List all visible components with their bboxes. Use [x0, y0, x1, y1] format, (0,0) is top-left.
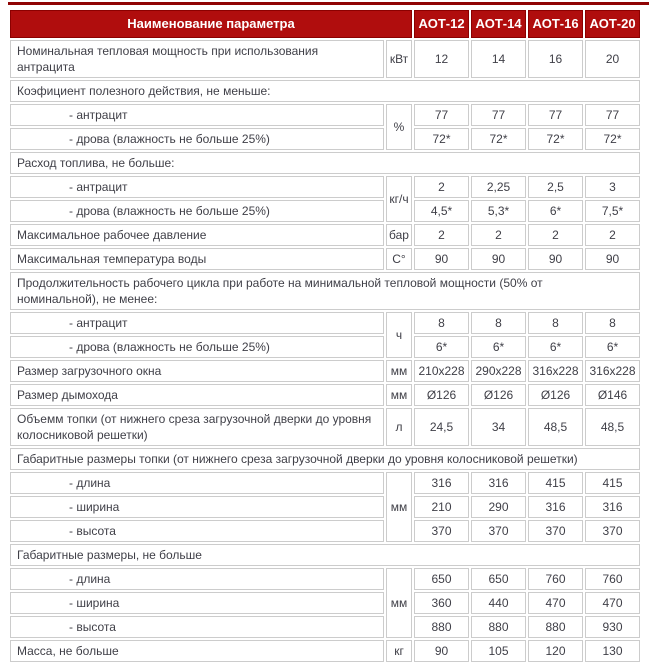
- table-header-row: [10, 10, 640, 38]
- value-cell: 6*: [471, 336, 526, 358]
- param-label: Размер загрузочного окна: [10, 360, 384, 382]
- value-cell: 8: [471, 312, 526, 334]
- unit-cell: бар: [386, 224, 412, 246]
- value-cell: 130: [585, 640, 640, 662]
- value-cell: 8: [528, 312, 583, 334]
- table-row: [10, 128, 640, 150]
- unit-cell: мм: [386, 568, 412, 638]
- table-row: [10, 336, 640, 358]
- value-cell: 316: [471, 472, 526, 494]
- table-row: [10, 176, 640, 198]
- unit-cell: мм: [386, 360, 412, 382]
- param-label: - антрацит: [10, 312, 384, 334]
- param-label: Максимальная температура воды: [10, 248, 384, 270]
- value-cell: 90: [528, 248, 583, 270]
- table-row: [10, 384, 640, 406]
- table-row: [10, 640, 640, 662]
- value-cell: 77: [528, 104, 583, 126]
- value-cell: 90: [471, 248, 526, 270]
- table-row: [10, 104, 640, 126]
- section-label: Габаритные размеры топки (от нижнего среза загрузочной дверки до уровня колосниковой решетки): [10, 448, 640, 470]
- table-row: [10, 568, 640, 590]
- model-column-header-aot12: АОТ-12: [414, 10, 469, 38]
- value-cell: 2: [471, 224, 526, 246]
- value-cell: 72*: [471, 128, 526, 150]
- value-cell: 880: [471, 616, 526, 638]
- top-divider-line: [8, 2, 649, 5]
- value-cell: Ø126: [471, 384, 526, 406]
- value-cell: 6*: [528, 200, 583, 222]
- value-cell: 8: [585, 312, 640, 334]
- param-label: - ширина: [10, 592, 384, 614]
- param-label: - ширина: [10, 496, 384, 518]
- section-label: Расход топлива, не больше:: [10, 152, 640, 174]
- value-cell: 5,3*: [471, 200, 526, 222]
- value-cell: 34: [471, 408, 526, 446]
- value-cell: 90: [414, 640, 469, 662]
- value-cell: 6*: [414, 336, 469, 358]
- value-cell: 14: [471, 40, 526, 78]
- param-label: - дрова (влажность не больше 25%): [10, 336, 384, 358]
- value-cell: 105: [471, 640, 526, 662]
- table-row: [10, 200, 640, 222]
- value-cell: 470: [585, 592, 640, 614]
- unit-cell: кВт: [386, 40, 412, 78]
- section-label: Коэфициент полезного действия, не меньше:: [10, 80, 640, 102]
- value-cell: 210х228: [414, 360, 469, 382]
- value-cell: 77: [471, 104, 526, 126]
- param-label: - длина: [10, 568, 384, 590]
- value-cell: 6*: [528, 336, 583, 358]
- value-cell: 760: [585, 568, 640, 590]
- value-cell: 4,5*: [414, 200, 469, 222]
- value-cell: 6*: [585, 336, 640, 358]
- value-cell: 930: [585, 616, 640, 638]
- value-cell: 8: [414, 312, 469, 334]
- value-cell: 2: [414, 176, 469, 198]
- value-cell: 316: [414, 472, 469, 494]
- unit-cell: мм: [386, 472, 412, 542]
- param-label: - антрацит: [10, 176, 384, 198]
- unit-cell: мм: [386, 384, 412, 406]
- value-cell: 120: [528, 640, 583, 662]
- table-row: [10, 408, 640, 446]
- model-column-header-aot16: АОТ-16: [528, 10, 583, 38]
- value-cell: 360: [414, 592, 469, 614]
- unit-cell: ч: [386, 312, 412, 358]
- value-cell: 290: [471, 496, 526, 518]
- value-cell: 90: [414, 248, 469, 270]
- table-row: [10, 592, 640, 614]
- value-cell: 316х228: [528, 360, 583, 382]
- value-cell: 20: [585, 40, 640, 78]
- value-cell: 72*: [585, 128, 640, 150]
- table-row: [10, 360, 640, 382]
- table-row: [10, 40, 640, 78]
- value-cell: 7,5*: [585, 200, 640, 222]
- table-row: [10, 520, 640, 542]
- value-cell: 2,25: [471, 176, 526, 198]
- model-column-header-aot14: АОТ-14: [471, 10, 526, 38]
- value-cell: 72*: [414, 128, 469, 150]
- value-cell: 650: [414, 568, 469, 590]
- table-row: [10, 472, 640, 494]
- section-row: [10, 544, 640, 566]
- spec-table-body: [10, 40, 640, 662]
- value-cell: 316: [528, 496, 583, 518]
- value-cell: 415: [528, 472, 583, 494]
- value-cell: 2: [585, 224, 640, 246]
- param-label: Объемм топки (от нижнего среза загрузочной дверки до уровня колосниковой решетки): [10, 408, 384, 446]
- param-label: Номинальная тепловая мощность при использования антрацита: [10, 40, 384, 78]
- section-row: [10, 152, 640, 174]
- value-cell: 370: [585, 520, 640, 542]
- value-cell: 470: [528, 592, 583, 614]
- value-cell: 316: [585, 496, 640, 518]
- value-cell: 210: [414, 496, 469, 518]
- param-label: - высота: [10, 520, 384, 542]
- value-cell: 760: [528, 568, 583, 590]
- table-row: [10, 312, 640, 334]
- value-cell: 650: [471, 568, 526, 590]
- value-cell: 370: [471, 520, 526, 542]
- value-cell: 880: [414, 616, 469, 638]
- unit-cell: кг: [386, 640, 412, 662]
- table-row: [10, 224, 640, 246]
- param-label: - дрова (влажность не больше 25%): [10, 128, 384, 150]
- value-cell: 16: [528, 40, 583, 78]
- value-cell: 77: [585, 104, 640, 126]
- value-cell: 77: [414, 104, 469, 126]
- value-cell: Ø126: [414, 384, 469, 406]
- value-cell: 290х228: [471, 360, 526, 382]
- value-cell: Ø126: [528, 384, 583, 406]
- section-label: Габаритные размеры, не больше: [10, 544, 640, 566]
- value-cell: 24,5: [414, 408, 469, 446]
- value-cell: 12: [414, 40, 469, 78]
- param-column-header: Наименование параметра: [10, 10, 412, 38]
- value-cell: 48,5: [528, 408, 583, 446]
- param-label: - дрова (влажность не больше 25%): [10, 200, 384, 222]
- param-label: Размер дымохода: [10, 384, 384, 406]
- value-cell: 370: [414, 520, 469, 542]
- value-cell: Ø146: [585, 384, 640, 406]
- value-cell: 2: [528, 224, 583, 246]
- param-label: - высота: [10, 616, 384, 638]
- section-label: Продолжительность рабочего цикла при работе на минимальной тепловой мощности (50% от номинальной), не менее:: [10, 272, 640, 310]
- value-cell: 316х228: [585, 360, 640, 382]
- unit-cell: л: [386, 408, 412, 446]
- unit-cell: С°: [386, 248, 412, 270]
- param-label: - антрацит: [10, 104, 384, 126]
- value-cell: 440: [471, 592, 526, 614]
- value-cell: 415: [585, 472, 640, 494]
- value-cell: 2,5: [528, 176, 583, 198]
- section-row: [10, 272, 640, 310]
- model-column-header-aot20: АОТ-20: [585, 10, 640, 38]
- param-label: Максимальное рабочее давление: [10, 224, 384, 246]
- param-label: - длина: [10, 472, 384, 494]
- value-cell: 3: [585, 176, 640, 198]
- value-cell: 370: [528, 520, 583, 542]
- boiler-spec-table: [8, 8, 642, 664]
- unit-cell: кг/ч: [386, 176, 412, 222]
- table-row: [10, 248, 640, 270]
- param-label: Масса, не больше: [10, 640, 384, 662]
- value-cell: 72*: [528, 128, 583, 150]
- value-cell: 880: [528, 616, 583, 638]
- value-cell: 48,5: [585, 408, 640, 446]
- unit-cell: %: [386, 104, 412, 150]
- table-row: [10, 496, 640, 518]
- value-cell: 90: [585, 248, 640, 270]
- section-row: [10, 448, 640, 470]
- table-row: [10, 616, 640, 638]
- value-cell: 2: [414, 224, 469, 246]
- section-row: [10, 80, 640, 102]
